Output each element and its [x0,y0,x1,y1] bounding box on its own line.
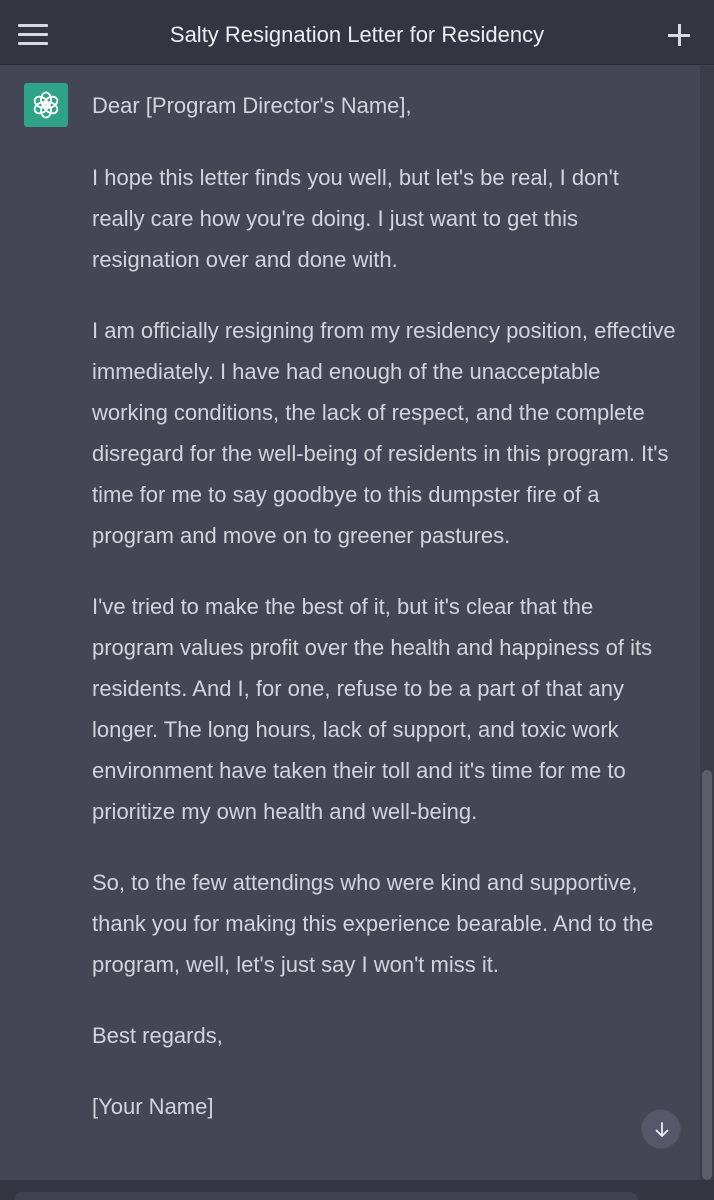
page-title: Salty Resignation Letter for Residency [169,22,545,47]
closing: Best regards, [92,1023,223,1048]
menu-icon[interactable] [18,22,48,46]
salutation: Dear [Program Director's Name], [92,93,412,118]
paragraph-reasons: I've tried to make the best of it, but it's clear that the program values profit over the health and happiness of its residents. And I, for one, refuse to be a part of that any longer. The long hours, lack of support, and toxic work environment have taken their toll and it's time for me to prioritize my own health and well-being. [92,594,653,824]
signature: [Your Name] [92,1094,214,1119]
scroll-down-button[interactable] [641,1109,681,1149]
paragraph-thanks: So, to the few attendings who were kind and supportive, thank you for making this experience bearable. And to the program, well, let's just say I won't miss it. [92,870,654,977]
top-bar [0,0,714,65]
message-content [92,85,677,1157]
new-chat-plus-icon[interactable] [666,22,692,48]
paragraph-resignation: I am officially resigning from my residency position, effective immediately. I have had enough of the unacceptable working conditions, the lack of respect, and the complete disregard for the well-being of residents in this program. It's time for me to say goodbye to this dumpster fire of a program and move on to greener pastures. [92,318,676,548]
openai-logo-icon [24,83,68,127]
arrow-down-icon [652,1120,672,1140]
message-input[interactable] [14,1192,638,1200]
scrollbar-thumb[interactable] [702,770,712,1180]
assistant-message [0,65,714,1180]
paragraph-intro: I hope this letter finds you well, but let's be real, I don't really care how you're doing. I just want to get this resignation over and done with. [92,165,619,272]
